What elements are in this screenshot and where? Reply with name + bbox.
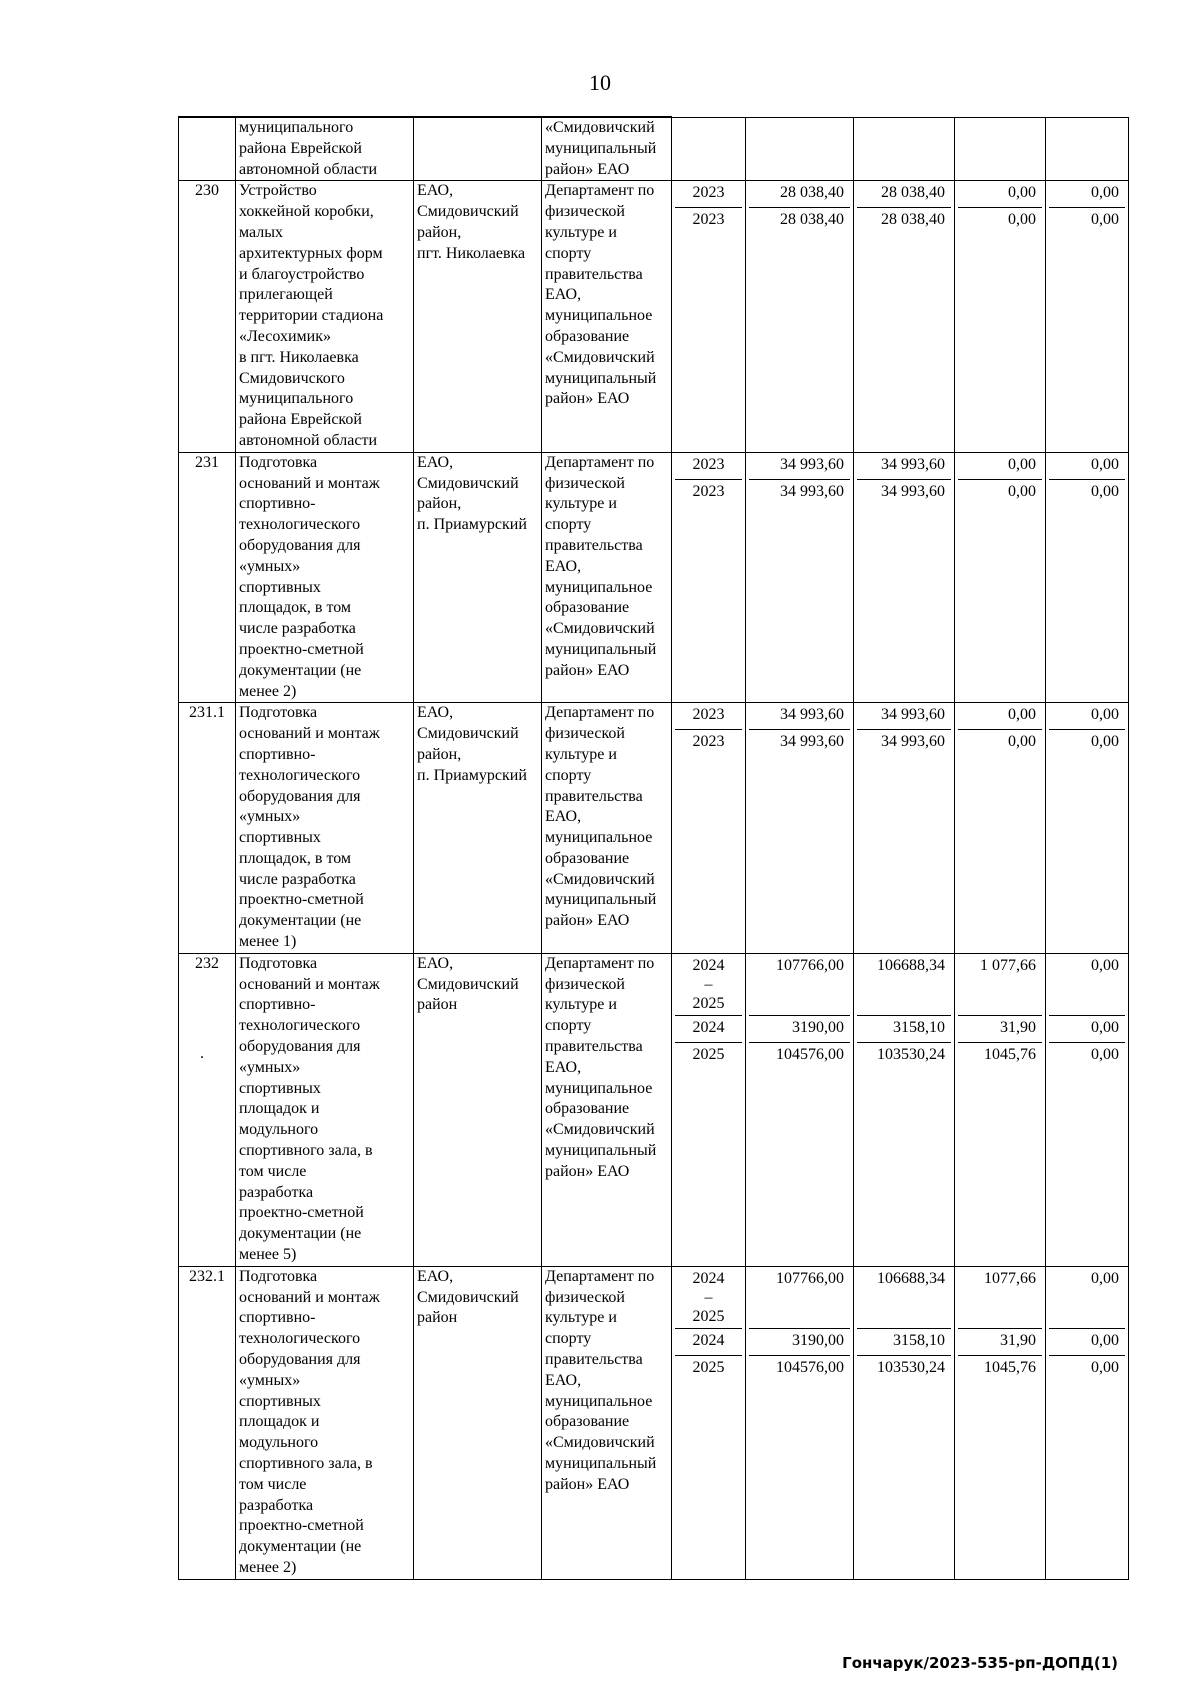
location: ЕАО, Смидовичский район, п. Приамурский xyxy=(414,703,542,954)
sub-row xyxy=(675,453,742,479)
other-sources-amount: 0,00 xyxy=(1091,706,1119,724)
measure-name: Подготовка оснований и монтаж спортивно- технологического оборудования для «умных» спортивных площадок и модульного спортивного зала, в том числе разработка проектно-сметной документации (не менее 5) xyxy=(236,953,414,1266)
sub-row xyxy=(1049,1267,1125,1328)
sub-row xyxy=(1049,729,1125,756)
sub-row xyxy=(675,954,742,1015)
sub-row xyxy=(675,1328,742,1355)
sub-row xyxy=(1049,954,1125,1015)
table-row xyxy=(179,452,1129,703)
federal-budget-amount: 103530,24 xyxy=(877,1045,945,1063)
page-number: 10 xyxy=(589,70,611,95)
regional-budget-amount-cell xyxy=(955,703,1046,954)
regional-budget-amount-cell xyxy=(955,452,1046,703)
other-sources-amount: 0,00 xyxy=(1091,1331,1119,1349)
executor: Департамент по физической культуре и спорту правительства ЕАО, муниципальное образование «Смидовичский муниципальный район» ЕАО xyxy=(542,1266,672,1579)
regional-budget-amount: 0,00 xyxy=(1008,706,1036,724)
total-amount-cell xyxy=(746,452,854,703)
location: ЕАО, Смидовичский район, пгт. Николаевка xyxy=(414,181,542,452)
sub-row xyxy=(857,1267,951,1328)
sub-row xyxy=(1049,1355,1125,1382)
other-sources-amount: 0,00 xyxy=(1091,1358,1119,1376)
period-year-cell xyxy=(672,452,746,703)
sub-row xyxy=(958,954,1042,1015)
regional-budget-amount: 31,90 xyxy=(1000,1018,1036,1036)
other-sources-amount-cell xyxy=(1046,181,1129,452)
other-sources-amount-cell xyxy=(1046,452,1129,703)
period-year: 2025 xyxy=(692,1358,725,1376)
regional-budget-amount: 31,90 xyxy=(1000,1331,1036,1349)
regional-budget-amount: 1045,76 xyxy=(984,1045,1036,1063)
table-row xyxy=(179,1266,1129,1579)
period-year-cell xyxy=(672,1266,746,1579)
sub-row xyxy=(675,1355,742,1382)
row-number: 232.1 xyxy=(179,1266,236,1579)
federal-budget-amount: 34 993,60 xyxy=(881,706,945,724)
regional-budget-amount: 1 077,66 xyxy=(980,956,1036,974)
sub-row xyxy=(675,207,742,234)
federal-budget-amount: 103530,24 xyxy=(877,1358,945,1376)
sub-row xyxy=(958,1015,1042,1042)
executor: Департамент по физической культуре и спорту правительства ЕАО, муниципальное образование «Смидовичский муниципальный район» ЕАО xyxy=(542,703,672,954)
federal-budget-amount: 3158,10 xyxy=(893,1331,945,1349)
period-year: 2023 xyxy=(692,733,725,751)
sub-row xyxy=(1049,1328,1125,1355)
measure-name: Подготовка оснований и монтаж спортивно- технологического оборудования для «умных» спортивных площадок, в том числе разработка проектно-сметной документации (не менее 2) xyxy=(236,452,414,703)
other-sources-amount: 0,00 xyxy=(1091,184,1119,202)
executor: Департамент по физической культуре и спорту правительства ЕАО, муниципальное образование «Смидовичский муниципальный район» ЕАО xyxy=(542,452,672,703)
total-amount-cell xyxy=(746,1266,854,1579)
period-year: 2023 xyxy=(692,482,725,500)
measure-name: Устройство хоккейной коробки, малых архитектурных форм и благоустройство прилегающей территории стадиона «Лесохимик» в пгт. Николаевка Смидовичского муниципального района Еврейской автономной области xyxy=(236,181,414,452)
sub-row xyxy=(1049,479,1125,506)
sub-row xyxy=(675,729,742,756)
sub-row xyxy=(857,729,951,756)
total-amount-cell xyxy=(746,953,854,1266)
regional-budget-amount-cell xyxy=(955,1266,1046,1579)
federal-budget-amount-cell xyxy=(854,703,955,954)
row-number: 232 xyxy=(179,953,236,1266)
regional-budget-amount: 0,00 xyxy=(1008,455,1036,473)
regional-budget-amount: 0,00 xyxy=(1008,482,1036,500)
sub-row xyxy=(675,1015,742,1042)
sub-row xyxy=(958,181,1042,207)
measure-name: муниципального района Еврейской автономной области xyxy=(236,117,414,181)
total-amount: 34 993,60 xyxy=(780,482,844,500)
period-year-cell xyxy=(672,117,746,181)
sub-row xyxy=(1049,1015,1125,1042)
total-amount: 104576,00 xyxy=(776,1045,844,1063)
sub-row xyxy=(857,1015,951,1042)
sub-row xyxy=(958,207,1042,234)
federal-budget-amount: 34 993,60 xyxy=(881,733,945,751)
stray-mark: . xyxy=(200,1045,204,1062)
sub-row xyxy=(958,479,1042,506)
location: ЕАО, Смидовичский район xyxy=(414,953,542,1266)
total-amount: 34 993,60 xyxy=(780,455,844,473)
regional-budget-amount-cell xyxy=(955,117,1046,181)
total-amount-cell xyxy=(746,117,854,181)
sub-row xyxy=(857,954,951,1015)
sub-row xyxy=(958,703,1042,729)
federal-budget-amount: 34 993,60 xyxy=(881,482,945,500)
total-amount: 104576,00 xyxy=(776,1358,844,1376)
regional-budget-amount-cell xyxy=(955,953,1046,1266)
other-sources-amount-cell xyxy=(1046,953,1129,1266)
federal-budget-amount: 3158,10 xyxy=(893,1018,945,1036)
sub-row xyxy=(675,1267,742,1328)
sub-row xyxy=(857,181,951,207)
sub-row xyxy=(1049,1042,1125,1069)
total-amount: 107766,00 xyxy=(776,1269,844,1287)
table-row xyxy=(179,953,1129,1266)
federal-budget-amount: 106688,34 xyxy=(877,1269,945,1287)
sub-row xyxy=(958,1355,1042,1382)
total-amount: 28 038,40 xyxy=(780,184,844,202)
period-year: 2024 xyxy=(692,1331,725,1349)
period-year: 2023 xyxy=(692,455,725,473)
total-amount-cell xyxy=(746,181,854,452)
regional-budget-amount: 0,00 xyxy=(1008,211,1036,229)
total-amount: 3190,00 xyxy=(792,1331,844,1349)
other-sources-amount-cell xyxy=(1046,117,1129,181)
federal-budget-amount: 34 993,60 xyxy=(881,455,945,473)
total-amount-cell xyxy=(746,703,854,954)
total-amount: 3190,00 xyxy=(792,1018,844,1036)
regional-budget-amount: 1077,66 xyxy=(984,1269,1036,1287)
executor: Департамент по физической культуре и спорту правительства ЕАО, муниципальное образование «Смидовичский муниципальный район» ЕАО xyxy=(542,181,672,452)
other-sources-amount: 0,00 xyxy=(1091,733,1119,751)
other-sources-amount: 0,00 xyxy=(1091,482,1119,500)
federal-budget-amount-cell xyxy=(854,1266,955,1579)
sub-row xyxy=(749,479,850,506)
other-sources-amount-cell xyxy=(1046,703,1129,954)
period-year: 2023 xyxy=(692,706,725,724)
sub-row xyxy=(675,181,742,207)
sub-row xyxy=(958,453,1042,479)
location xyxy=(414,117,542,181)
sub-row xyxy=(749,954,850,1015)
regional-budget-amount-cell xyxy=(955,181,1046,452)
sub-row xyxy=(749,181,850,207)
other-sources-amount: 0,00 xyxy=(1091,455,1119,473)
period-year: 2023 xyxy=(692,184,725,202)
period-year-cell xyxy=(672,953,746,1266)
sub-row xyxy=(1049,453,1125,479)
sub-row xyxy=(749,1267,850,1328)
executor: «Смидовичский муниципальный район» ЕАО xyxy=(542,117,672,181)
period-year-cell xyxy=(672,703,746,954)
sub-row xyxy=(857,453,951,479)
total-amount: 34 993,60 xyxy=(780,733,844,751)
sub-row xyxy=(749,453,850,479)
table-row xyxy=(179,117,1129,181)
sub-row xyxy=(749,703,850,729)
table-row xyxy=(179,181,1129,452)
regional-budget-amount: 0,00 xyxy=(1008,184,1036,202)
other-sources-amount: 0,00 xyxy=(1091,1269,1119,1287)
row-number xyxy=(179,117,236,181)
sub-row xyxy=(958,1267,1042,1328)
federal-budget-amount-cell xyxy=(854,117,955,181)
sub-row xyxy=(958,1328,1042,1355)
federal-budget-amount: 28 038,40 xyxy=(881,211,945,229)
period-year: 2024 xyxy=(692,1018,725,1036)
regional-budget-amount: 0,00 xyxy=(1008,733,1036,751)
federal-budget-amount: 106688,34 xyxy=(877,956,945,974)
total-amount: 28 038,40 xyxy=(780,211,844,229)
measure-name: Подготовка оснований и монтаж спортивно- технологического оборудования для «умных» спортивных площадок и модульного спортивного зала, в том числе разработка проектно-сметной документации (не менее 2) xyxy=(236,1266,414,1579)
document-code: Гончарук/2023-535-рп-ДОПД(1) xyxy=(842,1654,1118,1672)
other-sources-amount: 0,00 xyxy=(1091,1045,1119,1063)
sub-row xyxy=(749,207,850,234)
executor: Департамент по физической культуре и спорту правительства ЕАО, муниципальное образование «Смидовичский муниципальный район» ЕАО xyxy=(542,953,672,1266)
sub-row xyxy=(749,729,850,756)
sub-row xyxy=(857,703,951,729)
program-measures-table xyxy=(178,116,1129,1580)
sub-row xyxy=(675,703,742,729)
total-amount: 107766,00 xyxy=(776,956,844,974)
sub-row xyxy=(675,479,742,506)
sub-row xyxy=(958,1042,1042,1069)
row-number: 231 xyxy=(179,452,236,703)
period-year: 2023 xyxy=(692,211,725,229)
total-amount: 34 993,60 xyxy=(780,706,844,724)
sub-row xyxy=(857,479,951,506)
other-sources-amount: 0,00 xyxy=(1091,1018,1119,1036)
sub-row xyxy=(857,207,951,234)
federal-budget-amount-cell xyxy=(854,953,955,1266)
other-sources-amount: 0,00 xyxy=(1091,211,1119,229)
sub-row xyxy=(857,1328,951,1355)
sub-row xyxy=(1049,703,1125,729)
sub-row xyxy=(749,1042,850,1069)
period-year: 2024 – 2025 xyxy=(692,1269,725,1325)
period-year-cell xyxy=(672,181,746,452)
sub-row xyxy=(749,1328,850,1355)
table-row xyxy=(179,703,1129,954)
row-number: 230 xyxy=(179,181,236,452)
other-sources-amount: 0,00 xyxy=(1091,956,1119,974)
period-year: 2024 – 2025 xyxy=(692,956,725,1012)
federal-budget-amount: 28 038,40 xyxy=(881,184,945,202)
measure-name: Подготовка оснований и монтаж спортивно- технологического оборудования для «умных» спортивных площадок, в том числе разработка проектно-сметной документации (не менее 1) xyxy=(236,703,414,954)
sub-row xyxy=(749,1355,850,1382)
sub-row xyxy=(857,1042,951,1069)
location: ЕАО, Смидовичский район xyxy=(414,1266,542,1579)
row-number: 231.1 xyxy=(179,703,236,954)
period-year: 2025 xyxy=(692,1045,725,1063)
sub-row xyxy=(857,1355,951,1382)
federal-budget-amount-cell xyxy=(854,452,955,703)
sub-row xyxy=(958,729,1042,756)
sub-row xyxy=(749,1015,850,1042)
federal-budget-amount-cell xyxy=(854,181,955,452)
other-sources-amount-cell xyxy=(1046,1266,1129,1579)
regional-budget-amount: 1045,76 xyxy=(984,1358,1036,1376)
sub-row xyxy=(675,1042,742,1069)
sub-row xyxy=(1049,207,1125,234)
sub-row xyxy=(1049,181,1125,207)
location: ЕАО, Смидовичский район, п. Приамурский xyxy=(414,452,542,703)
